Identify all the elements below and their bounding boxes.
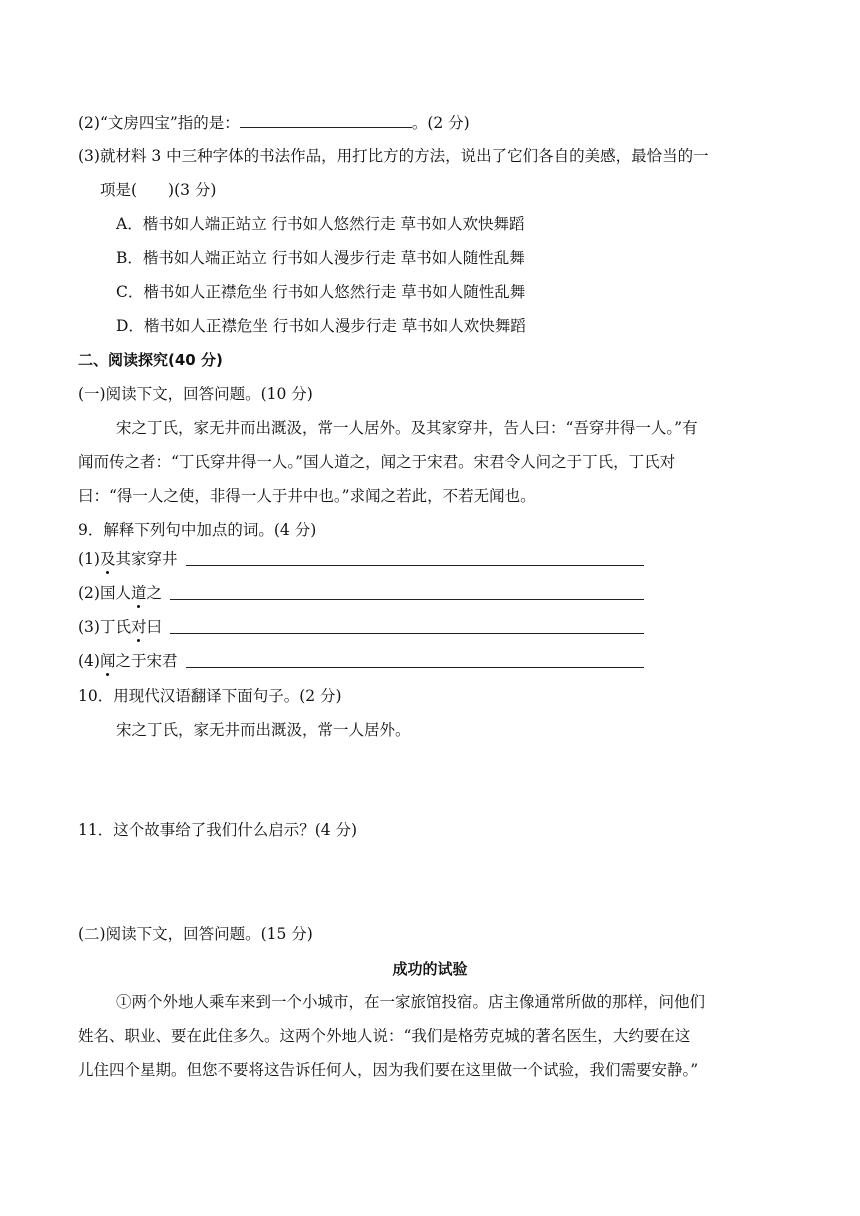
dotted-word: 闻 <box>99 652 116 670</box>
question-9-item-4 <box>78 651 178 671</box>
dotted-word: 及 <box>99 550 116 568</box>
question-11-heading: 11．这个故事给了我们什么启示？(4 分) <box>78 821 358 839</box>
question-9-item-3 <box>78 617 162 637</box>
item-prefix: (4) <box>78 652 100 670</box>
article-title: 成功的试验 <box>392 960 468 978</box>
option-d[interactable]: D．楷书如人正襟危坐 行书如人漫步行走 草书如人欢快舞蹈 <box>116 317 526 335</box>
answer-blank[interactable] <box>170 617 644 634</box>
question-2 <box>78 112 470 133</box>
item-suffix: 之于宋君 <box>115 652 178 670</box>
question-9-item-2 <box>78 583 162 603</box>
section-heading: 二、阅读探究(40 分) <box>78 351 223 369</box>
answer-blank[interactable] <box>186 651 644 668</box>
article-line-2: 姓名、职业、要在此住多久。这两个外地人说：“我们是格劳克城的著名医生，大约要在这 <box>78 1027 691 1045</box>
passage-line-3: 曰：“得一人之使，非得一人于井中也。”求闻之若此，不若无闻也。 <box>78 487 536 505</box>
question-9-item-1 <box>78 549 178 569</box>
option-c[interactable]: C．楷书如人正襟危坐 行书如人悠然行走 草书如人随性乱舞 <box>116 283 526 301</box>
part-1-heading: (一)阅读下文，回答问题。(10 分) <box>78 385 313 403</box>
item-prefix: (2)国人 <box>78 584 131 602</box>
answer-blank[interactable] <box>170 583 644 600</box>
item-suffix: 其家穿井 <box>115 550 178 568</box>
passage-line-2: 闻而传之者：“丁氏穿井得一人。”国人道之，闻之于宋君。宋君令人问之于丁氏，丁氏对 <box>78 453 676 471</box>
question-2-text: (2)“文房四宝”指的是： <box>78 114 240 132</box>
answer-blank[interactable] <box>186 549 644 566</box>
article-line-1: ①两个外地人乘车来到一个小城市，在一家旅馆投宿。店主像通常所做的那样，问他们 <box>116 993 706 1011</box>
question-10-sentence: 宋之丁氏，家无井而出溉汲，常一人居外。 <box>116 721 411 739</box>
item-prefix: (1) <box>78 550 100 568</box>
answer-blank[interactable] <box>240 112 412 128</box>
item-suffix: 之 <box>146 584 162 602</box>
item-suffix: 曰 <box>146 618 162 636</box>
question-2-score: 。(2 分) <box>411 114 470 132</box>
question-10-heading: 10．用现代汉语翻译下面句子。(2 分) <box>78 687 342 705</box>
option-a[interactable]: A．楷书如人端正站立 行书如人悠然行走 草书如人欢快舞蹈 <box>116 215 525 233</box>
question-9-heading: 9．解释下列句中加点的词。(4 分) <box>78 521 317 539</box>
part-2-heading: (二)阅读下文，回答问题。(15 分) <box>78 925 313 943</box>
item-prefix: (3)丁氏 <box>78 618 131 636</box>
question-3-line-1: (3)就材料 3 中三种字体的书法作品，用打比方的方法，说出了它们各自的美感，最恰当的一 <box>78 147 709 165</box>
dotted-word: 对 <box>130 618 147 636</box>
passage-line-1: 宋之丁氏，家无井而出溉汲，常一人居外。及其家穿井，告人曰：“吾穿井得一人。”有 <box>116 419 698 437</box>
question-3-line-2: 项是( )(3 分) <box>100 181 217 199</box>
option-b[interactable]: B．楷书如人端正站立 行书如人漫步行走 草书如人随性乱舞 <box>116 249 525 267</box>
dotted-word: 道 <box>130 584 147 602</box>
article-line-3: 儿住四个星期。但您不要将这告诉任何人，因为我们要在这里做一个试验，我们需要安静。” <box>78 1061 699 1079</box>
